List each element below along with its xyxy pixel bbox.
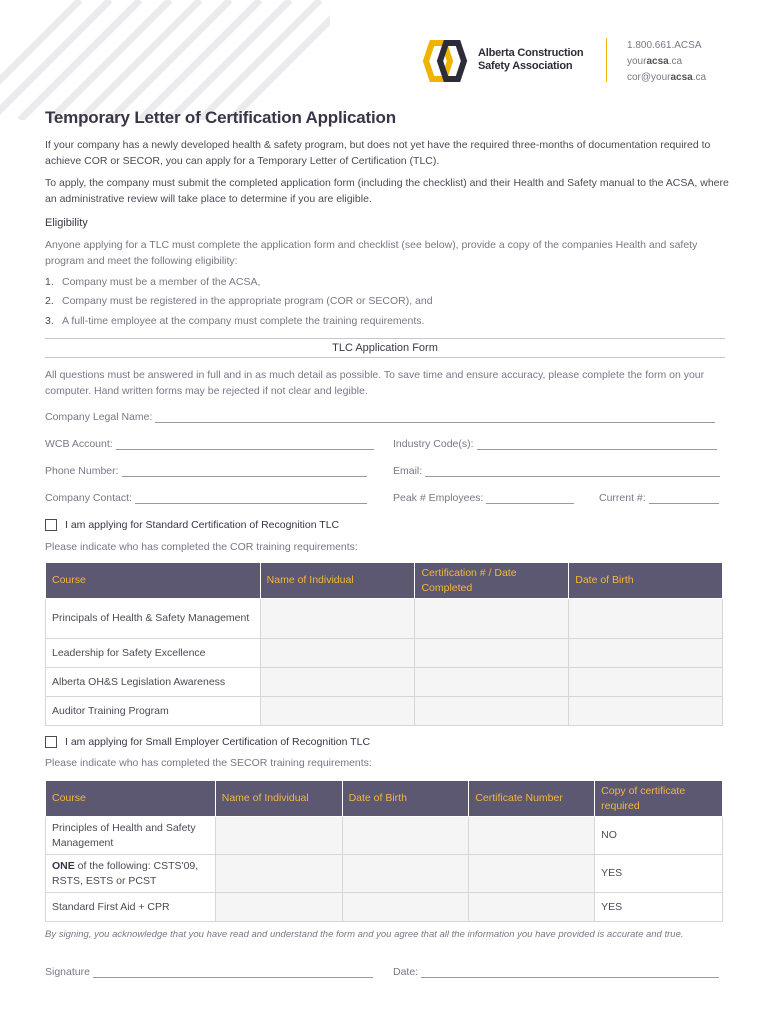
date-field[interactable]: [393, 966, 719, 978]
table-row: [46, 639, 723, 668]
course-cell: Leadership for Safety Excellence: [46, 639, 261, 668]
certificate-number-input-cell[interactable]: [469, 855, 595, 893]
industry-codes-field[interactable]: [393, 438, 717, 450]
secor-checkbox[interactable]: [45, 736, 57, 748]
dob-input-cell[interactable]: [569, 639, 723, 668]
field-label: Company Legal Name:: [45, 411, 153, 423]
industry-codes-input[interactable]: [477, 440, 717, 450]
field-label: Date:: [393, 966, 419, 978]
contact-email[interactable]: [627, 70, 706, 86]
secor-header-course: Course: [46, 781, 216, 817]
secor-header-copy-required: Copy of certificate required: [595, 781, 723, 817]
item-text: Company must be registered in the appropriate program (COR or SECOR), and: [62, 295, 433, 307]
cor-checkbox-row[interactable]: [45, 519, 339, 531]
date-input[interactable]: [421, 968, 719, 978]
phone-number-field[interactable]: [45, 465, 367, 477]
name-input-cell[interactable]: [215, 893, 342, 922]
certification-input-cell[interactable]: [415, 599, 569, 639]
name-input-cell[interactable]: [260, 639, 415, 668]
website-suffix: .ca: [668, 56, 683, 67]
contact-phone: 1.800.661.ACSA: [627, 40, 702, 51]
course-text: Standard First Aid + CPR: [52, 900, 170, 913]
eligibility-heading: Eligibility: [45, 217, 88, 229]
course-cell: [46, 855, 216, 893]
intro-paragraph-1: If your company has a newly developed health & safety program, but does not yet have the required three-months of documentation required to achieve COR or SECOR, you can apply for a Temporary Letter of Certification (TLC).: [45, 139, 711, 167]
dob-input-cell[interactable]: [569, 697, 723, 726]
company-contact-field[interactable]: [45, 492, 367, 504]
copy-required-cell: YES: [595, 893, 723, 922]
item-number: 1.: [45, 276, 54, 288]
page-title: Temporary Letter of Certification Application: [45, 108, 396, 127]
form-instructions: All questions must be answered in full and in as much detail as possible. To save time and ensure accuracy, please complete the form on your computer. Hand written forms may be rejected if not clear and legible.: [45, 369, 705, 397]
dob-input-cell[interactable]: [342, 855, 469, 893]
name-input-cell[interactable]: [260, 599, 415, 639]
table-row: [46, 855, 723, 893]
table-row: [46, 893, 723, 922]
secor-checkbox-row[interactable]: [45, 736, 370, 748]
cor-header-course: Course: [46, 563, 261, 599]
field-label: Signature: [45, 966, 90, 978]
cor-checkbox[interactable]: [45, 519, 57, 531]
secor-checkbox-label: I am applying for Small Employer Certification of Recognition TLC: [65, 736, 371, 748]
wcb-account-input[interactable]: [116, 440, 374, 450]
email-input[interactable]: [425, 467, 720, 477]
eligibility-text: Anyone applying for a TLC must complete the application form and checklist (see below), provide a copy of the companies Health and safety program and meet the following eligibility:: [45, 239, 698, 267]
table-row: [46, 697, 723, 726]
org-name: [478, 47, 583, 73]
field-label: Email:: [393, 465, 423, 477]
certification-input-cell[interactable]: [415, 639, 569, 668]
intro-paragraph-2: To apply, the company must submit the completed application form (including the checklist) and their Health and Safety manual to the ACSA, where an administrative review will take place to determine if you are eligible.: [45, 177, 729, 205]
course-text: Principles of Health and Safety Management: [52, 821, 196, 849]
item-text: Company must be a member of the ACSA,: [62, 276, 261, 288]
secor-prompt: Please indicate who has completed the SECOR training requirements:: [45, 757, 372, 769]
field-label: Peak # Employees:: [393, 492, 484, 504]
cor-header-dob: Date of Birth: [569, 563, 723, 599]
email-suffix: .ca: [692, 72, 707, 83]
dob-input-cell[interactable]: [342, 893, 469, 922]
secor-header-name: Name of Individual: [215, 781, 342, 817]
field-label: WCB Account:: [45, 438, 113, 450]
name-input-cell[interactable]: [260, 668, 415, 697]
company-contact-input[interactable]: [135, 494, 367, 504]
certification-input-cell[interactable]: [415, 668, 569, 697]
course-bold: ONE: [52, 859, 75, 872]
org-name-line2: Safety Association: [478, 60, 573, 72]
field-label: Company Contact:: [45, 492, 132, 504]
name-input-cell[interactable]: [260, 697, 415, 726]
cor-header-certification: Certification # / Date Completed: [415, 563, 569, 599]
cor-prompt: Please indicate who has completed the COR training requirements:: [45, 541, 358, 553]
header-divider: [606, 38, 607, 82]
item-number: 3.: [45, 315, 54, 327]
certification-input-cell[interactable]: [415, 697, 569, 726]
header-stripes: [0, 0, 330, 120]
eligibility-item: [45, 276, 260, 288]
dob-input-cell[interactable]: [342, 817, 469, 855]
cor-training-table: [45, 562, 723, 726]
name-input-cell[interactable]: [215, 817, 342, 855]
course-text: of the following: CSTS'09, RSTS, ESTS or PCST: [52, 859, 199, 887]
table-row: [46, 668, 723, 697]
secor-training-table: [45, 780, 723, 922]
cor-header-name: Name of Individual: [260, 563, 415, 599]
course-cell: Alberta OH&S Legislation Awareness: [46, 668, 261, 697]
phone-number-input[interactable]: [122, 467, 367, 477]
item-text: A full-time employee at the company must complete the training requirements.: [62, 315, 425, 327]
dob-input-cell[interactable]: [569, 599, 723, 639]
wcb-account-field[interactable]: [45, 438, 374, 450]
acsa-hexagon-icon: [422, 37, 470, 85]
course-cell: Principals of Health & Safety Management: [46, 599, 261, 639]
table-row: [46, 817, 723, 855]
company-legal-name-field[interactable]: [45, 411, 715, 423]
current-employees-field[interactable]: [599, 492, 719, 504]
field-label: Industry Code(s):: [393, 438, 474, 450]
acsa-logo: [422, 37, 612, 85]
item-number: 2.: [45, 295, 54, 307]
signature-input[interactable]: [93, 968, 373, 978]
contact-info: [627, 38, 706, 86]
signature-field[interactable]: [45, 966, 373, 978]
copy-required-cell: NO: [595, 817, 723, 855]
table-row: [46, 599, 723, 639]
eligibility-item: [45, 295, 433, 307]
contact-website[interactable]: [627, 54, 706, 70]
website-prefix: your: [627, 56, 647, 67]
eligibility-item: [45, 315, 424, 327]
email-field[interactable]: [393, 465, 720, 477]
dob-input-cell[interactable]: [569, 668, 723, 697]
field-label: Phone Number:: [45, 465, 119, 477]
email-bold: acsa: [670, 72, 693, 83]
acknowledgement-text: By signing, you acknowledge that you have read and understand the form and you agree that all the information you have provided is accurate and true.: [45, 929, 684, 940]
copy-required-cell: YES: [595, 855, 723, 893]
certificate-number-input-cell[interactable]: [469, 893, 595, 922]
cor-checkbox-label: I am applying for Standard Certification of Recognition TLC: [65, 519, 340, 531]
certificate-number-input-cell[interactable]: [469, 817, 595, 855]
course-cell: [46, 893, 216, 922]
secor-header-certificate-number: Certificate Number: [469, 781, 595, 817]
course-cell: [46, 817, 216, 855]
org-name-line1: Alberta Construction: [478, 47, 584, 59]
secor-header-dob: Date of Birth: [342, 781, 469, 817]
company-legal-name-input[interactable]: [155, 413, 715, 423]
course-cell: Auditor Training Program: [46, 697, 261, 726]
form-title: TLC Application Form: [45, 338, 725, 358]
name-input-cell[interactable]: [215, 855, 342, 893]
peak-employees-field[interactable]: [393, 492, 574, 504]
peak-employees-input[interactable]: [486, 494, 574, 504]
field-label: Current #:: [599, 492, 646, 504]
website-bold: acsa: [646, 56, 669, 67]
email-prefix: cor@your: [627, 72, 671, 83]
current-employees-input[interactable]: [649, 494, 719, 504]
